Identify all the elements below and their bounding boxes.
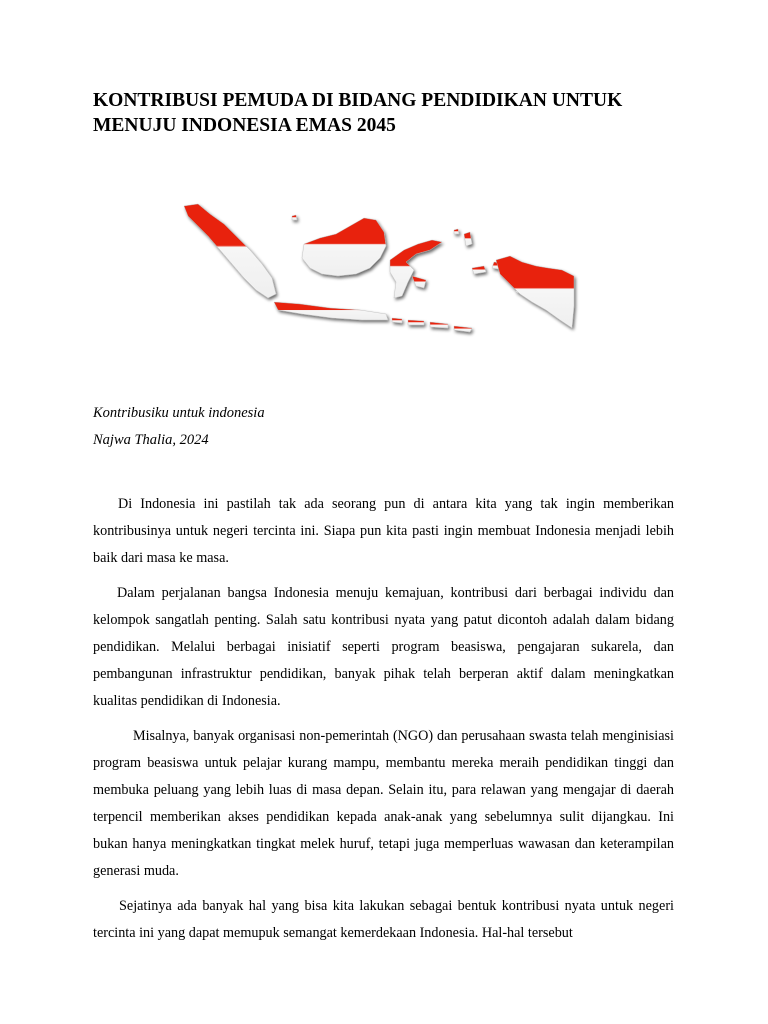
image-caption: Kontribusiku untuk indonesia xyxy=(93,405,265,421)
paragraph: Di Indonesia ini pastilah tak ada seorang pun di antara kita yang tak ingin memberikan kontribusinya untuk negeri tercinta ini. Siapa pun kita pasti ingin membuat Indonesia menjadi lebih baik dari masa ke masa. xyxy=(93,496,674,566)
paragraph: Misalnya, banyak organisasi non-pemerintah (NGO) dan perusahaan swasta telah menginisiasi program beasiswa untuk pelajar kurang mampu, membantu mereka meraih pendidikan tinggi dan membuka peluang yang lebih luas di masa depan. Selain itu, para relawan yang mengajar di daerah terpencil memberikan akses pendidikan kepada anak-anak yang sebelumnya sulit dijangkau. Ini bukan hanya meningkatkan tingkat melek huruf, tetapi juga memperluas wawasan dan keterampilan generasi muda. xyxy=(93,728,674,879)
paragraph: Sejatinya ada banyak hal yang bisa kita lakukan sebagai bentuk kontribusi nyata untuk negeri tercinta ini yang dapat memupuk semangat kemerdekaan Indonesia. Hal-hal tersebut xyxy=(93,898,674,941)
document-body xyxy=(93,491,674,955)
author-line: Najwa Thalia, 2024 xyxy=(93,432,209,448)
paragraph: Dalam perjalanan bangsa Indonesia menuju kemajuan, kontribusi dari berbagai individu dan kelompok sangatlah penting. Salah satu kontribusi nyata yang patut dicontoh adalah dalam bidang pendidikan. Melalui berbagai inisiatif seperti program beasiswa, pengajaran sukarela, dan pembangunan infrastruktur pendidikan, banyak pihak telah berperan aktif dalam meningkatkan kualitas pendidikan di Indonesia. xyxy=(93,585,674,709)
document-title: KONTRIBUSI PEMUDA DI BIDANG PENDIDIKAN UNTUK MENUJU INDONESIA EMAS 2045 xyxy=(93,90,623,136)
indonesia-map-flag-image xyxy=(180,198,580,368)
